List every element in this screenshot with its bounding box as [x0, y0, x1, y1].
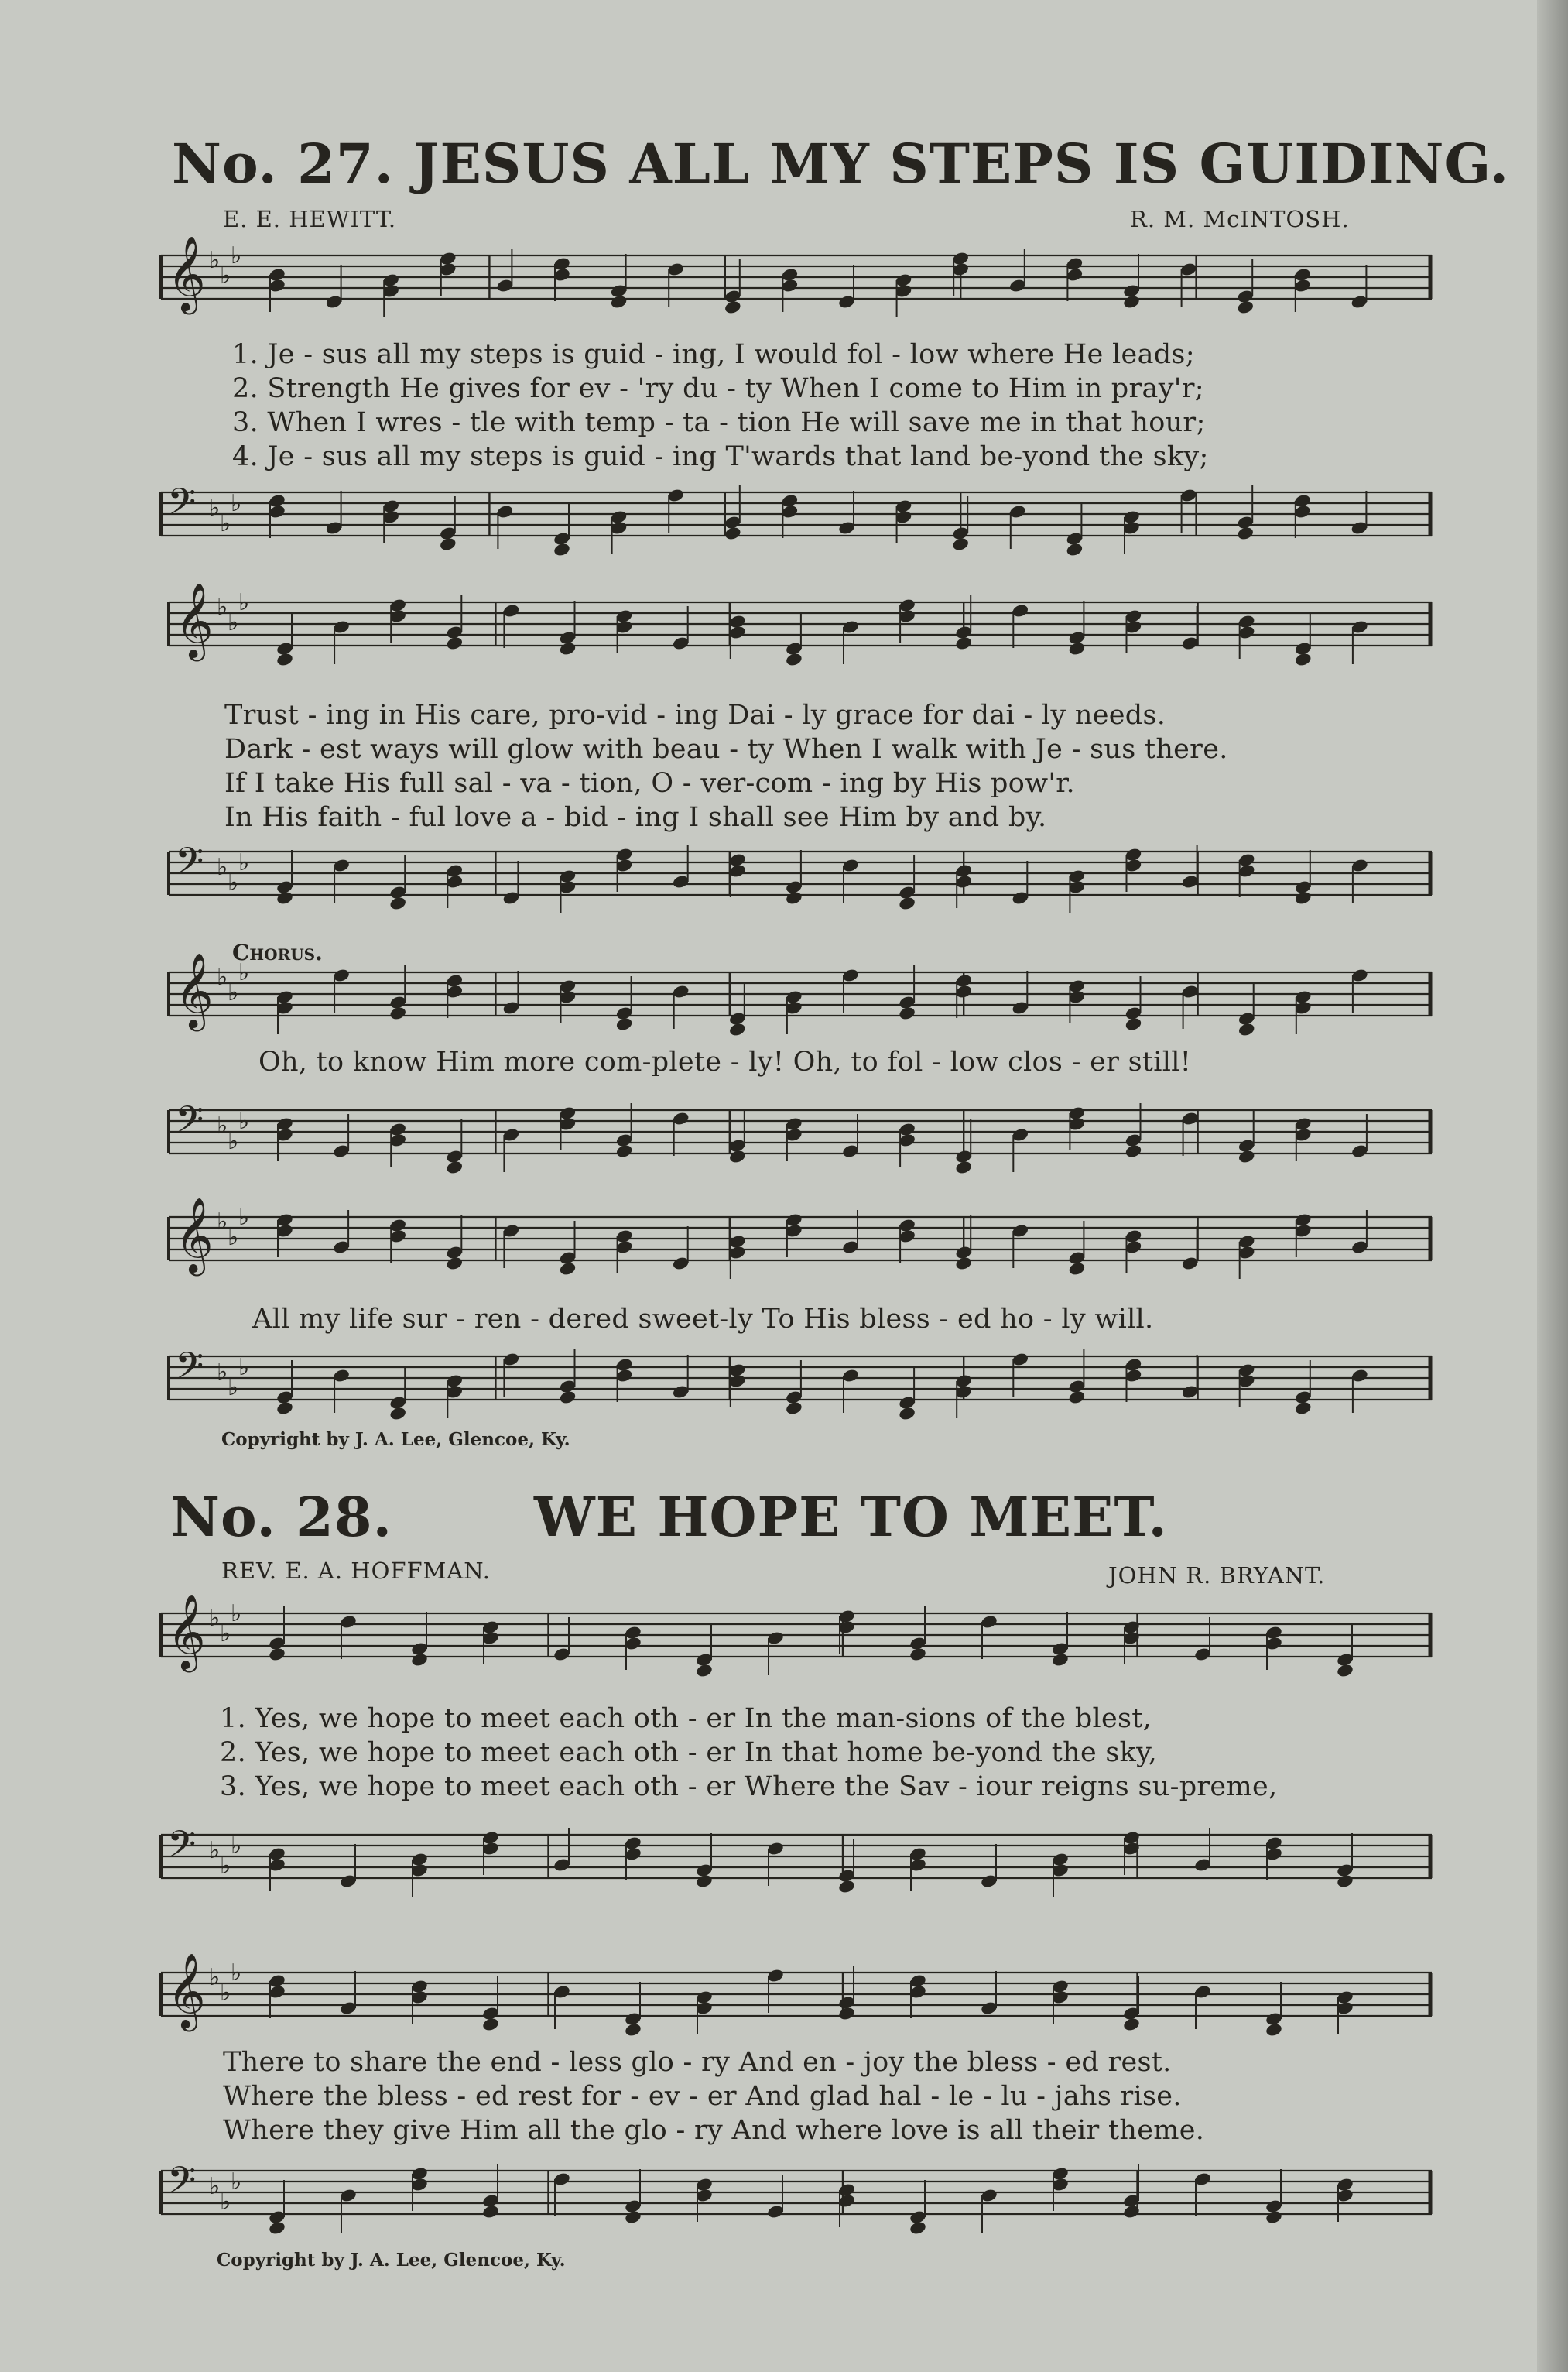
flat-icon: ♭: [217, 1359, 228, 1386]
note-head: [1336, 1663, 1354, 1678]
flat-icon: ♭: [231, 1832, 242, 1860]
staff-bass: [169, 1087, 1447, 1200]
flat-icon: ♭: [217, 854, 228, 881]
staff-treble: [169, 1194, 1447, 1307]
staff-bass: [161, 2147, 1447, 2261]
staff-treble: [161, 1949, 1447, 2062]
note-head: [1066, 542, 1084, 557]
hymn-27-author: E. E. HEWITT.: [223, 206, 397, 232]
note-head: [837, 2006, 856, 2021]
flat-icon: ♭: [228, 609, 239, 636]
flat-icon: ♭: [209, 1837, 221, 1864]
chorus-lyrics: Oh, to know Him more com-plete - ly! Oh, to fol - low clos - er still!: [258, 1047, 1192, 1078]
flat-icon: ♭: [231, 2168, 242, 2195]
note-head: [481, 2017, 500, 2032]
hymn-28-verse-2-line-1: 2. Yes, we hope to meet each oth - er In that home be-yond the sky,: [220, 1737, 1158, 1768]
hymn-27-verse-4-line-2: In His faith - ful love a - bid - ing I shall see Him by and by.: [224, 802, 1047, 833]
page-edge: [1537, 0, 1568, 2372]
flat-icon: ♭: [220, 1620, 231, 1647]
bass-clef-icon: 𝄢: [167, 480, 197, 533]
flat-icon: ♭: [231, 242, 242, 269]
note-head: [909, 2220, 927, 2236]
hymn-28-title: WE HOPE TO MEET.: [534, 1485, 1168, 1549]
note-head: [724, 300, 742, 315]
note-head: [446, 636, 464, 651]
hymn-27-verse-3-line-2: If I take His full sal - va - tion, O - ver-com - ing by His pow'r.: [224, 768, 1075, 799]
note-head: [1068, 1261, 1087, 1277]
note-head: [1122, 2017, 1141, 2032]
note-head: [624, 2209, 642, 2225]
note-head: [389, 1406, 407, 1421]
note-head: [1122, 294, 1141, 310]
flat-icon: ♭: [209, 1964, 221, 1991]
staff-treble: [169, 949, 1447, 1062]
flat-icon: ♭: [231, 1959, 242, 1986]
staff-bass: [169, 828, 1447, 941]
note-head: [1294, 1400, 1313, 1416]
staff-bass: [161, 1812, 1447, 1925]
note-head: [615, 1016, 634, 1032]
hymn-27-verse-3-line-1: 3. When I wres - tle with temp - ta - tion He will save me in that hour;: [232, 407, 1206, 438]
note-head: [268, 2220, 286, 2236]
flat-icon: ♭: [220, 262, 231, 290]
flat-icon: ♭: [231, 490, 242, 517]
flat-icon: ♭: [228, 1224, 239, 1251]
note-head: [389, 1006, 407, 1021]
flat-icon: ♭: [238, 1204, 250, 1231]
flat-icon: ♭: [231, 1600, 242, 1627]
note-head: [389, 896, 407, 911]
note-head: [898, 1006, 916, 1021]
flat-icon: ♭: [220, 2189, 231, 2216]
flat-icon: ♭: [217, 1112, 228, 1140]
flat-icon: ♭: [209, 1605, 221, 1632]
note-head: [785, 652, 803, 667]
note-head: [446, 1160, 464, 1175]
note-head: [559, 641, 577, 656]
flat-icon: ♭: [209, 247, 221, 274]
note-head: [1068, 641, 1087, 656]
hymn-28-number: No. 28.: [170, 1485, 392, 1549]
note-head: [610, 294, 628, 310]
flat-icon: ♭: [217, 594, 228, 621]
flat-icon: ♭: [220, 510, 231, 537]
note-head: [1051, 1652, 1070, 1668]
note-head: [951, 536, 970, 552]
flat-icon: ♭: [238, 1354, 250, 1381]
chorus-label: Chorus.: [232, 940, 323, 965]
bass-clef-icon: 𝄢: [167, 1822, 197, 1875]
flat-icon: ♭: [209, 495, 221, 522]
flat-icon: ♭: [238, 849, 250, 876]
treble-clef-icon: 𝄞: [167, 1593, 206, 1669]
note-head: [615, 1143, 634, 1159]
treble-clef-icon: 𝄞: [175, 1197, 214, 1273]
flat-icon: ♭: [209, 2173, 221, 2200]
hymn-27-verse-4-line-1: 4. Je - sus all my steps is guid - ing T'wards that land be-yond the sky;: [232, 441, 1209, 472]
staff-treble: [161, 232, 1447, 345]
flat-icon: ♭: [220, 1980, 231, 2007]
note-head: [909, 1647, 927, 1662]
note-head: [1265, 2022, 1283, 2038]
hymn-27-verse-2-line-1: 2. Strength He gives for ev - 'ry du - ty When I come to Him in pray'r;: [232, 373, 1204, 404]
hymn-28-verse-1-line-2: There to share the end - less glo - ry And en - joy the bless - ed rest.: [223, 2047, 1172, 2078]
bass-clef-icon: 𝄢: [175, 1344, 204, 1397]
treble-clef-icon: 𝄞: [167, 1952, 206, 2028]
note-head: [954, 1256, 973, 1271]
note-head: [837, 1879, 856, 1894]
flat-icon: ♭: [238, 1108, 250, 1135]
note-head: [1125, 1143, 1143, 1159]
flat-icon: ♭: [228, 1128, 239, 1155]
hymn-27-verse-1-line-1: 1. Je - sus all my steps is guid - ing, I would fol - low where He leads;: [232, 339, 1195, 370]
note-head: [481, 2204, 500, 2219]
note-head: [785, 890, 803, 906]
note-head: [1238, 1149, 1256, 1164]
note-head: [724, 526, 742, 541]
staff-bass: [161, 469, 1447, 582]
flat-icon: ♭: [220, 1853, 231, 1880]
treble-clef-icon: 𝄞: [175, 952, 214, 1028]
note-head: [553, 542, 571, 557]
hymn-28-verse-1-line-1: 1. Yes, we hope to meet each oth - er In the man-sions of the blest,: [220, 1703, 1152, 1734]
flat-icon: ♭: [238, 959, 250, 986]
note-head: [1236, 300, 1255, 315]
note-head: [276, 890, 294, 906]
hymn-28-verse-3-line-1: 3. Yes, we hope to meet each oth - er Where the Sav - iour reigns su-preme,: [220, 1771, 1278, 1802]
note-head: [1265, 2209, 1283, 2225]
note-head: [276, 1400, 294, 1416]
note-head: [898, 1406, 916, 1421]
note-head: [1336, 1873, 1354, 1889]
bass-clef-icon: 𝄢: [175, 1098, 204, 1150]
hymn-27-title: No. 27. JESUS ALL MY STEPS IS GUIDING.: [172, 132, 1510, 196]
note-head: [954, 636, 973, 651]
note-head: [898, 896, 916, 911]
flat-icon: ♭: [238, 589, 250, 616]
flat-icon: ♭: [228, 1374, 239, 1401]
staff-treble: [169, 579, 1447, 692]
flat-icon: ♭: [217, 964, 228, 991]
note-head: [559, 1261, 577, 1277]
hymn-27-verse-1-line-2: Trust - ing in His care, pro-vid - ing Dai - ly grace for dai - ly needs.: [224, 700, 1166, 731]
staff-treble: [161, 1590, 1447, 1703]
note-head: [695, 1663, 714, 1678]
note-head: [1236, 526, 1255, 541]
note-head: [728, 1149, 747, 1164]
flat-icon: ♭: [217, 1208, 228, 1236]
hymn-27-verse-2-line-2: Dark - est ways will glow with beau - ty When I walk with Je - sus there.: [224, 734, 1228, 765]
note-head: [276, 652, 294, 667]
hymn-28-verse-2-line-2: Where the bless - ed rest for - ev - er And glad hal - le - lu - jahs rise.: [223, 2081, 1182, 2112]
note-head: [1294, 890, 1313, 906]
note-head: [624, 2022, 642, 2038]
note-head: [1125, 1016, 1143, 1032]
bass-clef-icon: 𝄢: [175, 839, 204, 892]
hymn-28-author: REV. E. A. HOFFMAN.: [221, 1558, 491, 1584]
bass-clef-icon: 𝄢: [167, 2158, 197, 2211]
chorus-lyrics-line-2: All my life sur - ren - dered sweet-ly To His bless - ed ho - ly will.: [252, 1304, 1154, 1335]
hymn-27-copyright: Copyright by J. A. Lee, Glencoe, Ky.: [221, 1429, 570, 1450]
note-head: [439, 536, 457, 552]
note-head: [728, 1022, 747, 1037]
hymn-28-verse-3-line-2: Where they give Him all the glo - ry And where love is all their theme.: [223, 2115, 1205, 2146]
note-head: [559, 1390, 577, 1405]
note-head: [954, 1160, 973, 1175]
treble-clef-icon: 𝄞: [167, 235, 206, 311]
note-head: [695, 1873, 714, 1889]
note-head: [1068, 1390, 1087, 1405]
hymn-28-copyright: Copyright by J. A. Lee, Glencoe, Ky.: [217, 2250, 566, 2271]
note-head: [268, 1647, 286, 1662]
note-head: [785, 1400, 803, 1416]
flat-icon: ♭: [228, 869, 239, 896]
flat-icon: ♭: [228, 979, 239, 1006]
note-head: [446, 1256, 464, 1271]
note-head: [1294, 652, 1313, 667]
hymn-27-composer: R. M. McINTOSH.: [1130, 206, 1350, 232]
hymn-28-composer: JOHN R. BRYANT.: [1108, 1562, 1326, 1589]
note-head: [1238, 1022, 1256, 1037]
treble-clef-icon: 𝄞: [175, 582, 214, 658]
note-head: [410, 1652, 429, 1668]
